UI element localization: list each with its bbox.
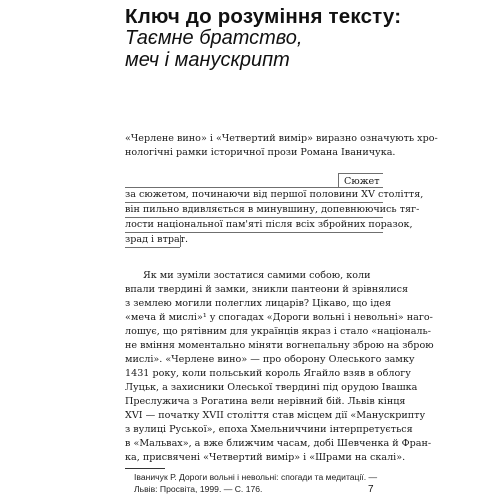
sidebar-label: Сюжет bbox=[344, 176, 380, 187]
body-line: з землею могили полеглих лицарів? Цікаво, що ідея bbox=[125, 298, 392, 309]
sidebar-rule bbox=[125, 232, 383, 233]
sidebar-rule bbox=[125, 187, 383, 188]
footnote-line: Іваничук Р. Дороги вольні і невольні: спогади та медитації. — bbox=[134, 472, 378, 482]
body-line: Преслужича з Рогатина вели нерівний бій. Львів кінця bbox=[125, 396, 406, 407]
subtitle-line: Таємне братство, bbox=[125, 27, 303, 49]
sidebar-line: він пильно вдивляється в минувшину, допевнюючись тяг- bbox=[125, 204, 420, 215]
body-line: в «Мальвах», а вже ближчим часам, добі Шевченка й Фран- bbox=[125, 438, 432, 449]
sidebar-line: зрад і втрат. bbox=[125, 234, 189, 245]
sidebar-rule bbox=[125, 202, 383, 203]
body-line: лошує, що рятівним для українців якраз і стало «національ- bbox=[125, 326, 431, 337]
sidebar-rule bbox=[125, 247, 180, 248]
sidebar-rule bbox=[125, 217, 383, 218]
intro-line: нологічні рамки історичної прози Романа Іваничука. bbox=[125, 147, 396, 158]
body-line: XVI — початку XVII століття став місцем дії «Манускрипту bbox=[125, 410, 426, 421]
footnote-rule bbox=[125, 468, 165, 469]
sidebar-top-rule bbox=[338, 173, 383, 174]
body-line: впали твердині й замки, зникли пантеони й зрівнялися bbox=[125, 284, 409, 295]
body-line: ка, присвячені «Четвертий вимір» і «Шрами на скалі». bbox=[125, 452, 406, 463]
body-line: 1431 року, коли польський король Ягайло взяв в облогу bbox=[125, 368, 411, 379]
body-line: з вулиці Руської», епоха Хмельниччини інтерпретується bbox=[125, 424, 413, 435]
chapter-subtitle bbox=[125, 27, 302, 71]
sidebar-line: за сюжетом, починаючи від першої половини XV століття, bbox=[125, 189, 424, 200]
footnote-line: Львів: Просвіта, 1999. — С. 176. bbox=[134, 484, 263, 494]
page-number: 7 bbox=[368, 484, 374, 495]
body-line: Луцьк, а захисники Олеської твердині під орудою Івашка bbox=[125, 382, 418, 393]
sidebar-side-rule bbox=[180, 235, 181, 247]
sidebar-side-rule bbox=[338, 173, 339, 187]
subtitle-line: меч і манускрипт bbox=[125, 49, 290, 71]
intro-line: «Черлене вино» і «Четвертий вимір» виразно означують хро- bbox=[125, 133, 438, 144]
sidebar-line: лости національної пам'яті після всіх збройних поразок, bbox=[125, 219, 413, 230]
body-line: не вміння моментально міняти вогнепальну зброю на зброю bbox=[125, 340, 434, 351]
body-line: мислі». «Черлене вино» — про оборону Олеського замку bbox=[125, 354, 415, 365]
chapter-title: Ключ до розуміння тексту: bbox=[125, 5, 402, 28]
body-line: «меча й мислі»¹ у спогадах «Дороги вольні і невольні» наго- bbox=[125, 312, 433, 323]
body-line: Як ми зуміли зостатися самими собою, коли bbox=[143, 270, 371, 281]
